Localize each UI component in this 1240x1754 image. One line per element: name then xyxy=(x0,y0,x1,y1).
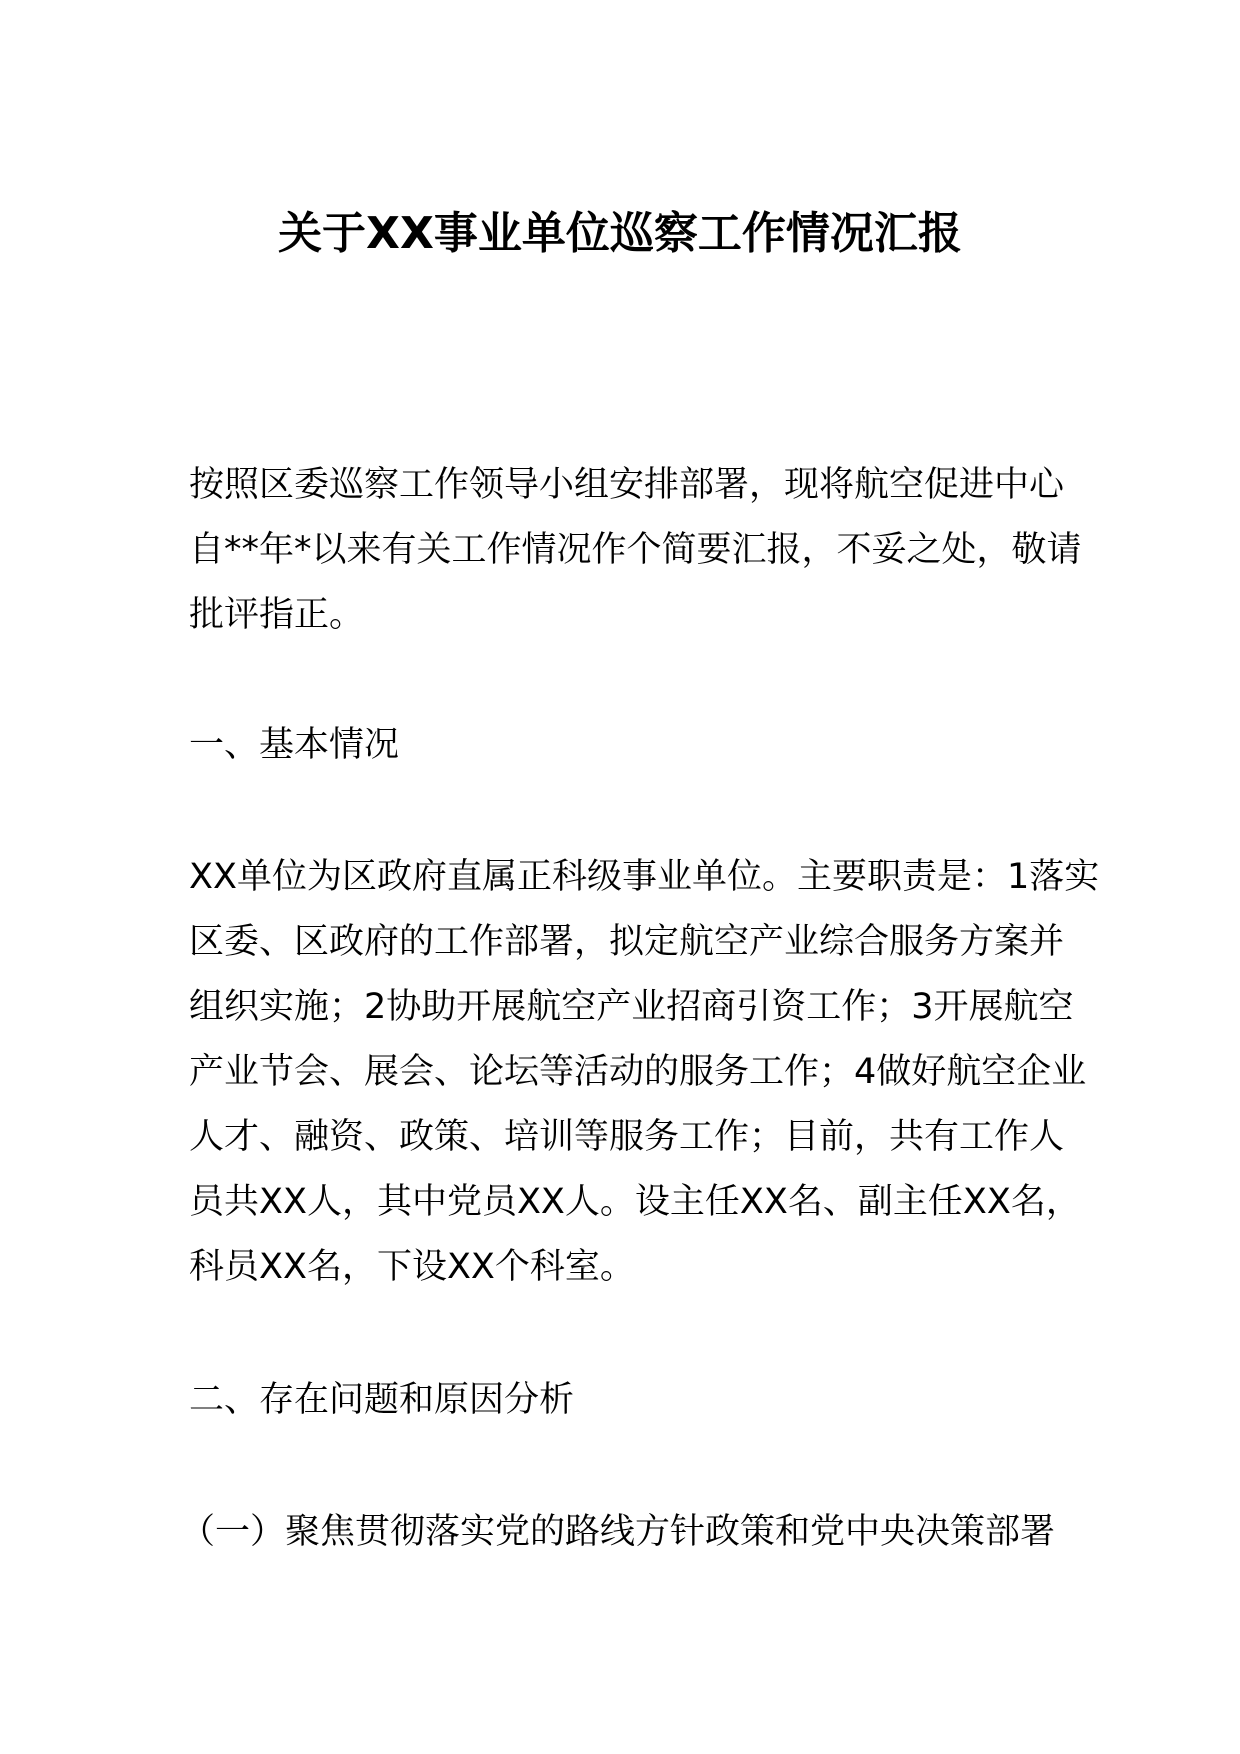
text-line: 科员XX名，下设XX个科室。 xyxy=(189,1247,635,1287)
text-line: 自**年*以来有关工作情况作个简要汇报，不妥之处，敬请 xyxy=(189,530,1082,570)
subsection-heading-1: （一）聚焦贯彻落实党的路线方针政策和党中央决策部署 xyxy=(180,1512,1056,1552)
text-line: 人才、融资、政策、培训等服务工作；目前，共有工作人 xyxy=(189,1117,1065,1157)
text-line: 批评指正。 xyxy=(189,595,365,635)
text-line: 区委、区政府的工作部署，拟定航空产业综合服务方案并 xyxy=(189,922,1065,962)
text-line: 按照区委巡察工作领导小组安排部署，现将航空促进中心 xyxy=(189,465,1065,505)
text-line: XX单位为区政府直属正科级事业单位。主要职责是：1落实 xyxy=(189,857,1100,897)
basic-situation-paragraph xyxy=(189,845,1100,1300)
text-line: 产业节会、展会、论坛等活动的服务工作；4做好航空企业 xyxy=(189,1052,1087,1092)
text-line: 员共XX人，其中党员XX人。设主任XX名、副主任XX名， xyxy=(189,1182,1081,1222)
section-heading-problems: 二、存在问题和原因分析 xyxy=(189,1380,575,1420)
intro-paragraph xyxy=(189,453,1082,648)
document-title: 关于XX事业单位巡察工作情况汇报 xyxy=(278,208,962,259)
text-line: 组织实施；2协助开展航空产业招商引资工作；3开展航空 xyxy=(189,987,1074,1027)
section-heading-basic-situation: 一、基本情况 xyxy=(189,725,400,765)
